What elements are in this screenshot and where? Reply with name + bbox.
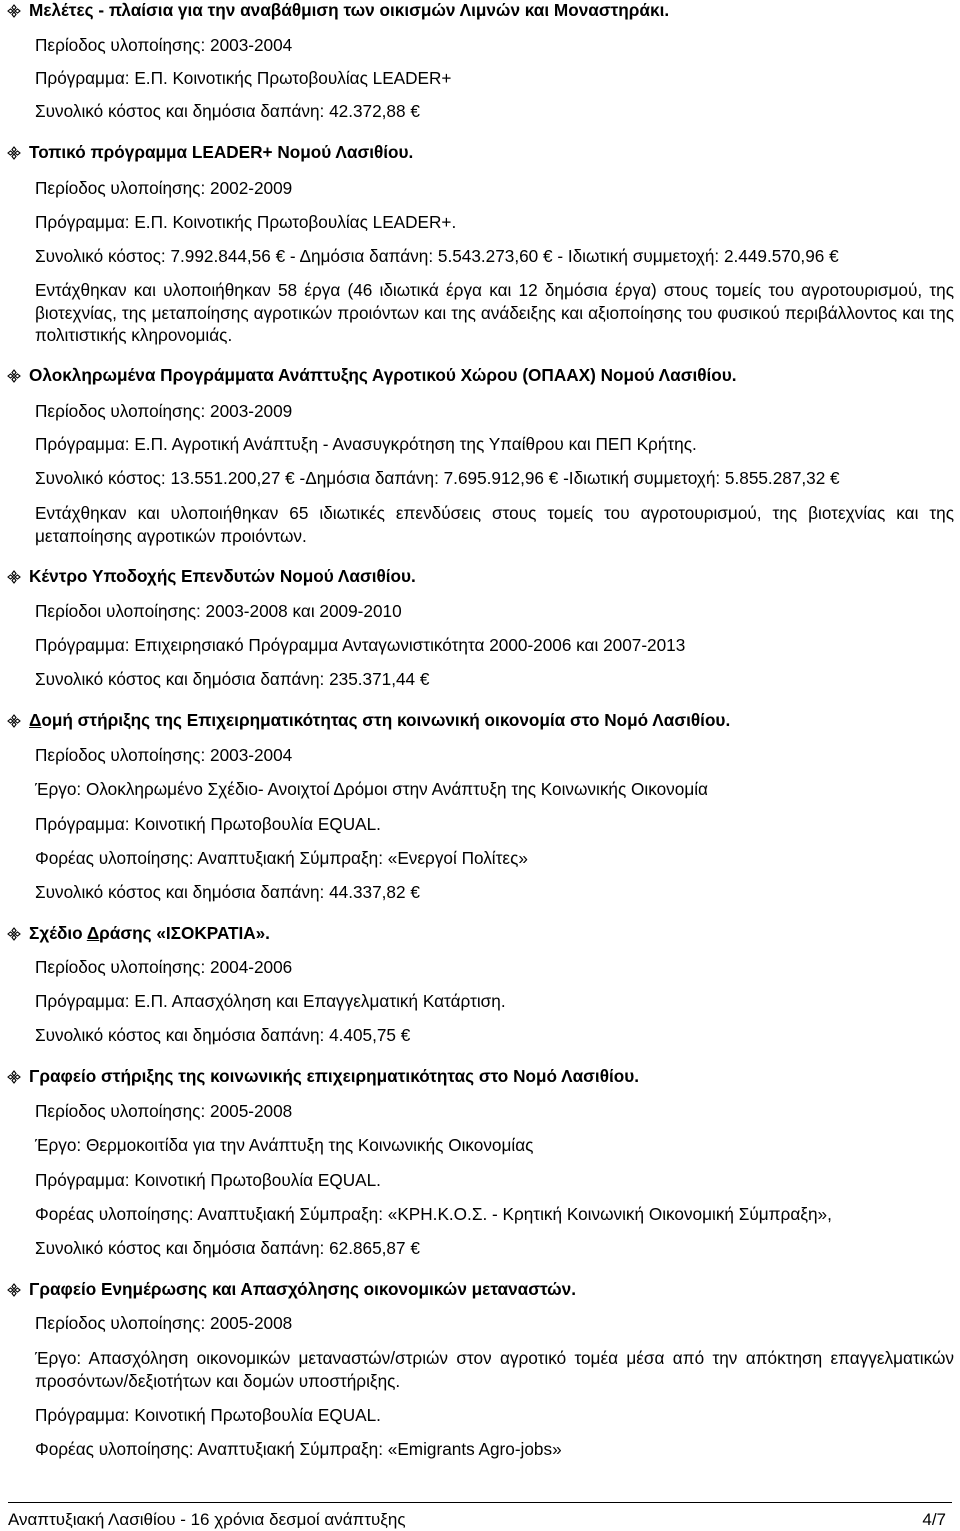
diamond-bullet-icon (7, 923, 29, 943)
cost-text: Συνολικό κόστος και δημόσια δαπάνη: 62.865,87 € (35, 1238, 420, 1258)
diamond-bullet-icon (7, 1279, 29, 1299)
description-paragraph: Εντάχθηκαν και υλοποιήθηκαν 65 ιδιωτικές επενδύσεις στους τομείς του αγροτουρισμού, της βιοτεχνίας και της μεταποίησης αγροτικών προιόντων. (35, 503, 954, 546)
period-text: Περίοδος υλοποίησης: 2004-2006 (35, 957, 293, 977)
period-text: Περίοδος υλοποίησης: 2005-2008 (35, 1313, 293, 1333)
period-text: Περίοδος υλοποίησης: 2003-2004 (35, 35, 293, 55)
section-heading: Δομή στήριξης της Επιχειρηματικότητας στη κοινωνική οικονομία στο Νομό Λασιθίου. (7, 710, 730, 730)
period-text: Περίοδος υλοποίησης: 2003-2009 (35, 401, 293, 421)
project-paragraph: Έργο: Απασχόληση οικονομικών μεταναστών/στριών στον αγροτικό τομέα μέσα από την απόκτηση επαγγελματικών προσόντων/δεξιοτήτων και δομών υποστήριξης. (35, 1348, 954, 1391)
program-text: Πρόγραμμα: Ε.Π. Κοινοτικής Πρωτοβουλίας LEADER+. (35, 212, 457, 232)
diamond-bullet-icon (7, 1066, 29, 1086)
program-text: Πρόγραμμα: Ε.Π. Κοινοτικής Πρωτοβουλίας LEADER+ (35, 68, 452, 88)
diamond-bullet-icon (7, 710, 29, 730)
program-text: Πρόγραμμα: Ε.Π. Αγροτική Ανάπτυξη - Ανασυγκρότηση της Υπαίθρου και ΠΕΠ Κρήτης. (35, 434, 697, 454)
section-heading: Τοπικό πρόγραμμα LEADER+ Νομού Λασιθίου. (7, 142, 413, 162)
diamond-bullet-icon (7, 566, 29, 586)
section-heading: Μελέτες - πλαίσια για την αναβάθμιση των οικισμών Λιμνών και Μοναστηράκι. (7, 0, 669, 20)
description-paragraph: Εντάχθηκαν και υλοποιήθηκαν 58 έργα (46 ιδιωτικά έργα και 12 δημόσια έργα) στους τομείς του αγροτουρισμού, της βιοτεχνίας, της μεταποίησης αγροτικών προιόντων και της ανάδειξης και αξιοποίησης του φυσικού περιβάλλοντος και της πολιτιστικής κληρονομιάς. (35, 280, 954, 345)
program-text: Πρόγραμμα: Επιχειρησιακό Πρόγραμμα Ανταγωνιστικότητα 2000-2006 και 2007-2013 (35, 635, 686, 655)
diamond-bullet-icon (7, 142, 29, 162)
section-heading: Ολοκληρωμένα Προγράμματα Ανάπτυξης Αγροτικού Χώρου (ΟΠΑΑΧ) Νομού Λασιθίου. (7, 365, 737, 385)
period-text: Περίοδος υλοποίησης: 2002-2009 (35, 178, 293, 198)
program-text: Πρόγραμμα: Κοινοτική Πρωτοβουλία EQUAL. (35, 1170, 381, 1190)
project-text: Έργο: Ολοκληρωμένο Σχέδιο- Ανοιχτοί Δρόμοι στην Ανάπτυξη της Κοινωνικής Οικονομία (35, 779, 708, 799)
cost-text: Συνολικό κόστος και δημόσια δαπάνη: 4.405,75 € (35, 1025, 411, 1045)
section-heading: Σχέδιο Δράσης «ΙΣΟΚΡΑΤΙΑ». (7, 923, 270, 943)
section-heading: Γραφείο Ενημέρωσης και Απασχόλησης οικονομικών μεταναστών. (7, 1279, 576, 1299)
diamond-bullet-icon (7, 365, 29, 385)
period-text: Περίοδος υλοποίησης: 2005-2008 (35, 1101, 293, 1121)
program-text: Πρόγραμμα: Κοινοτική Πρωτοβουλία EQUAL. (35, 1405, 381, 1425)
section-heading: Κέντρο Υποδοχής Επενδυτών Νομού Λασιθίου. (7, 566, 416, 586)
cost-text: Συνολικό κόστος: 7.992.844,56 € - Δημόσια δαπάνη: 5.543.273,60 € - Ιδιωτική συμμετοχή: 2.449.570,96 € (35, 246, 839, 266)
body-text: Φορέας υλοποίησης: Αναπτυξιακή Σύμπραξη: «Emigrants Agro-jobs» (35, 1439, 562, 1459)
body-text: Φορέας υλοποίησης: Αναπτυξιακή Σύμπραξη: «Ενεργοί Πολίτες» (35, 848, 528, 868)
footer-title: Αναπτυξιακή Λασιθίου - 16 χρόνια δεσμοί ανάπτυξης (8, 1510, 406, 1529)
cost-text: Συνολικό κόστος και δημόσια δαπάνη: 44.337,82 € (35, 882, 420, 902)
project-text: Έργο: Θερμοκοιτίδα για την Ανάπτυξη της Κοινωνικής Οικονομίας (35, 1135, 534, 1155)
body-text: Φορέας υλοποίησης: Αναπτυξιακή Σύμπραξη: «ΚΡΗ.Κ.Ο.Σ. - Κρητική Κοινωνική Οικονομική Σύμπραξη», (35, 1204, 832, 1224)
cost-text: Συνολικό κόστος και δημόσια δαπάνη: 235.371,44 € (35, 669, 430, 689)
cost-text: Συνολικό κόστος και δημόσια δαπάνη: 42.372,88 € (35, 101, 420, 121)
program-text: Πρόγραμμα: Κοινοτική Πρωτοβουλία EQUAL. (35, 814, 381, 834)
cost-text: Συνολικό κόστος: 13.551.200,27 € -Δημόσια δαπάνη: 7.695.912,96 € -Ιδιωτική συμμετοχή: 5.855.287,32 € (35, 468, 840, 488)
footer-divider (8, 1502, 952, 1503)
period-text: Περίοδος υλοποίησης: 2003-2004 (35, 745, 293, 765)
page-number: 4/7 (922, 1510, 946, 1529)
program-text: Πρόγραμμα: Ε.Π. Απασχόληση και Επαγγελματική Κατάρτιση. (35, 991, 506, 1011)
period-text: Περίοδοι υλοποίησης: 2003-2008 και 2009-2010 (35, 601, 402, 621)
diamond-bullet-icon (7, 0, 29, 20)
section-heading: Γραφείο στήριξης της κοινωνικής επιχειρηματικότητας στο Νομό Λασιθίου. (7, 1066, 639, 1086)
